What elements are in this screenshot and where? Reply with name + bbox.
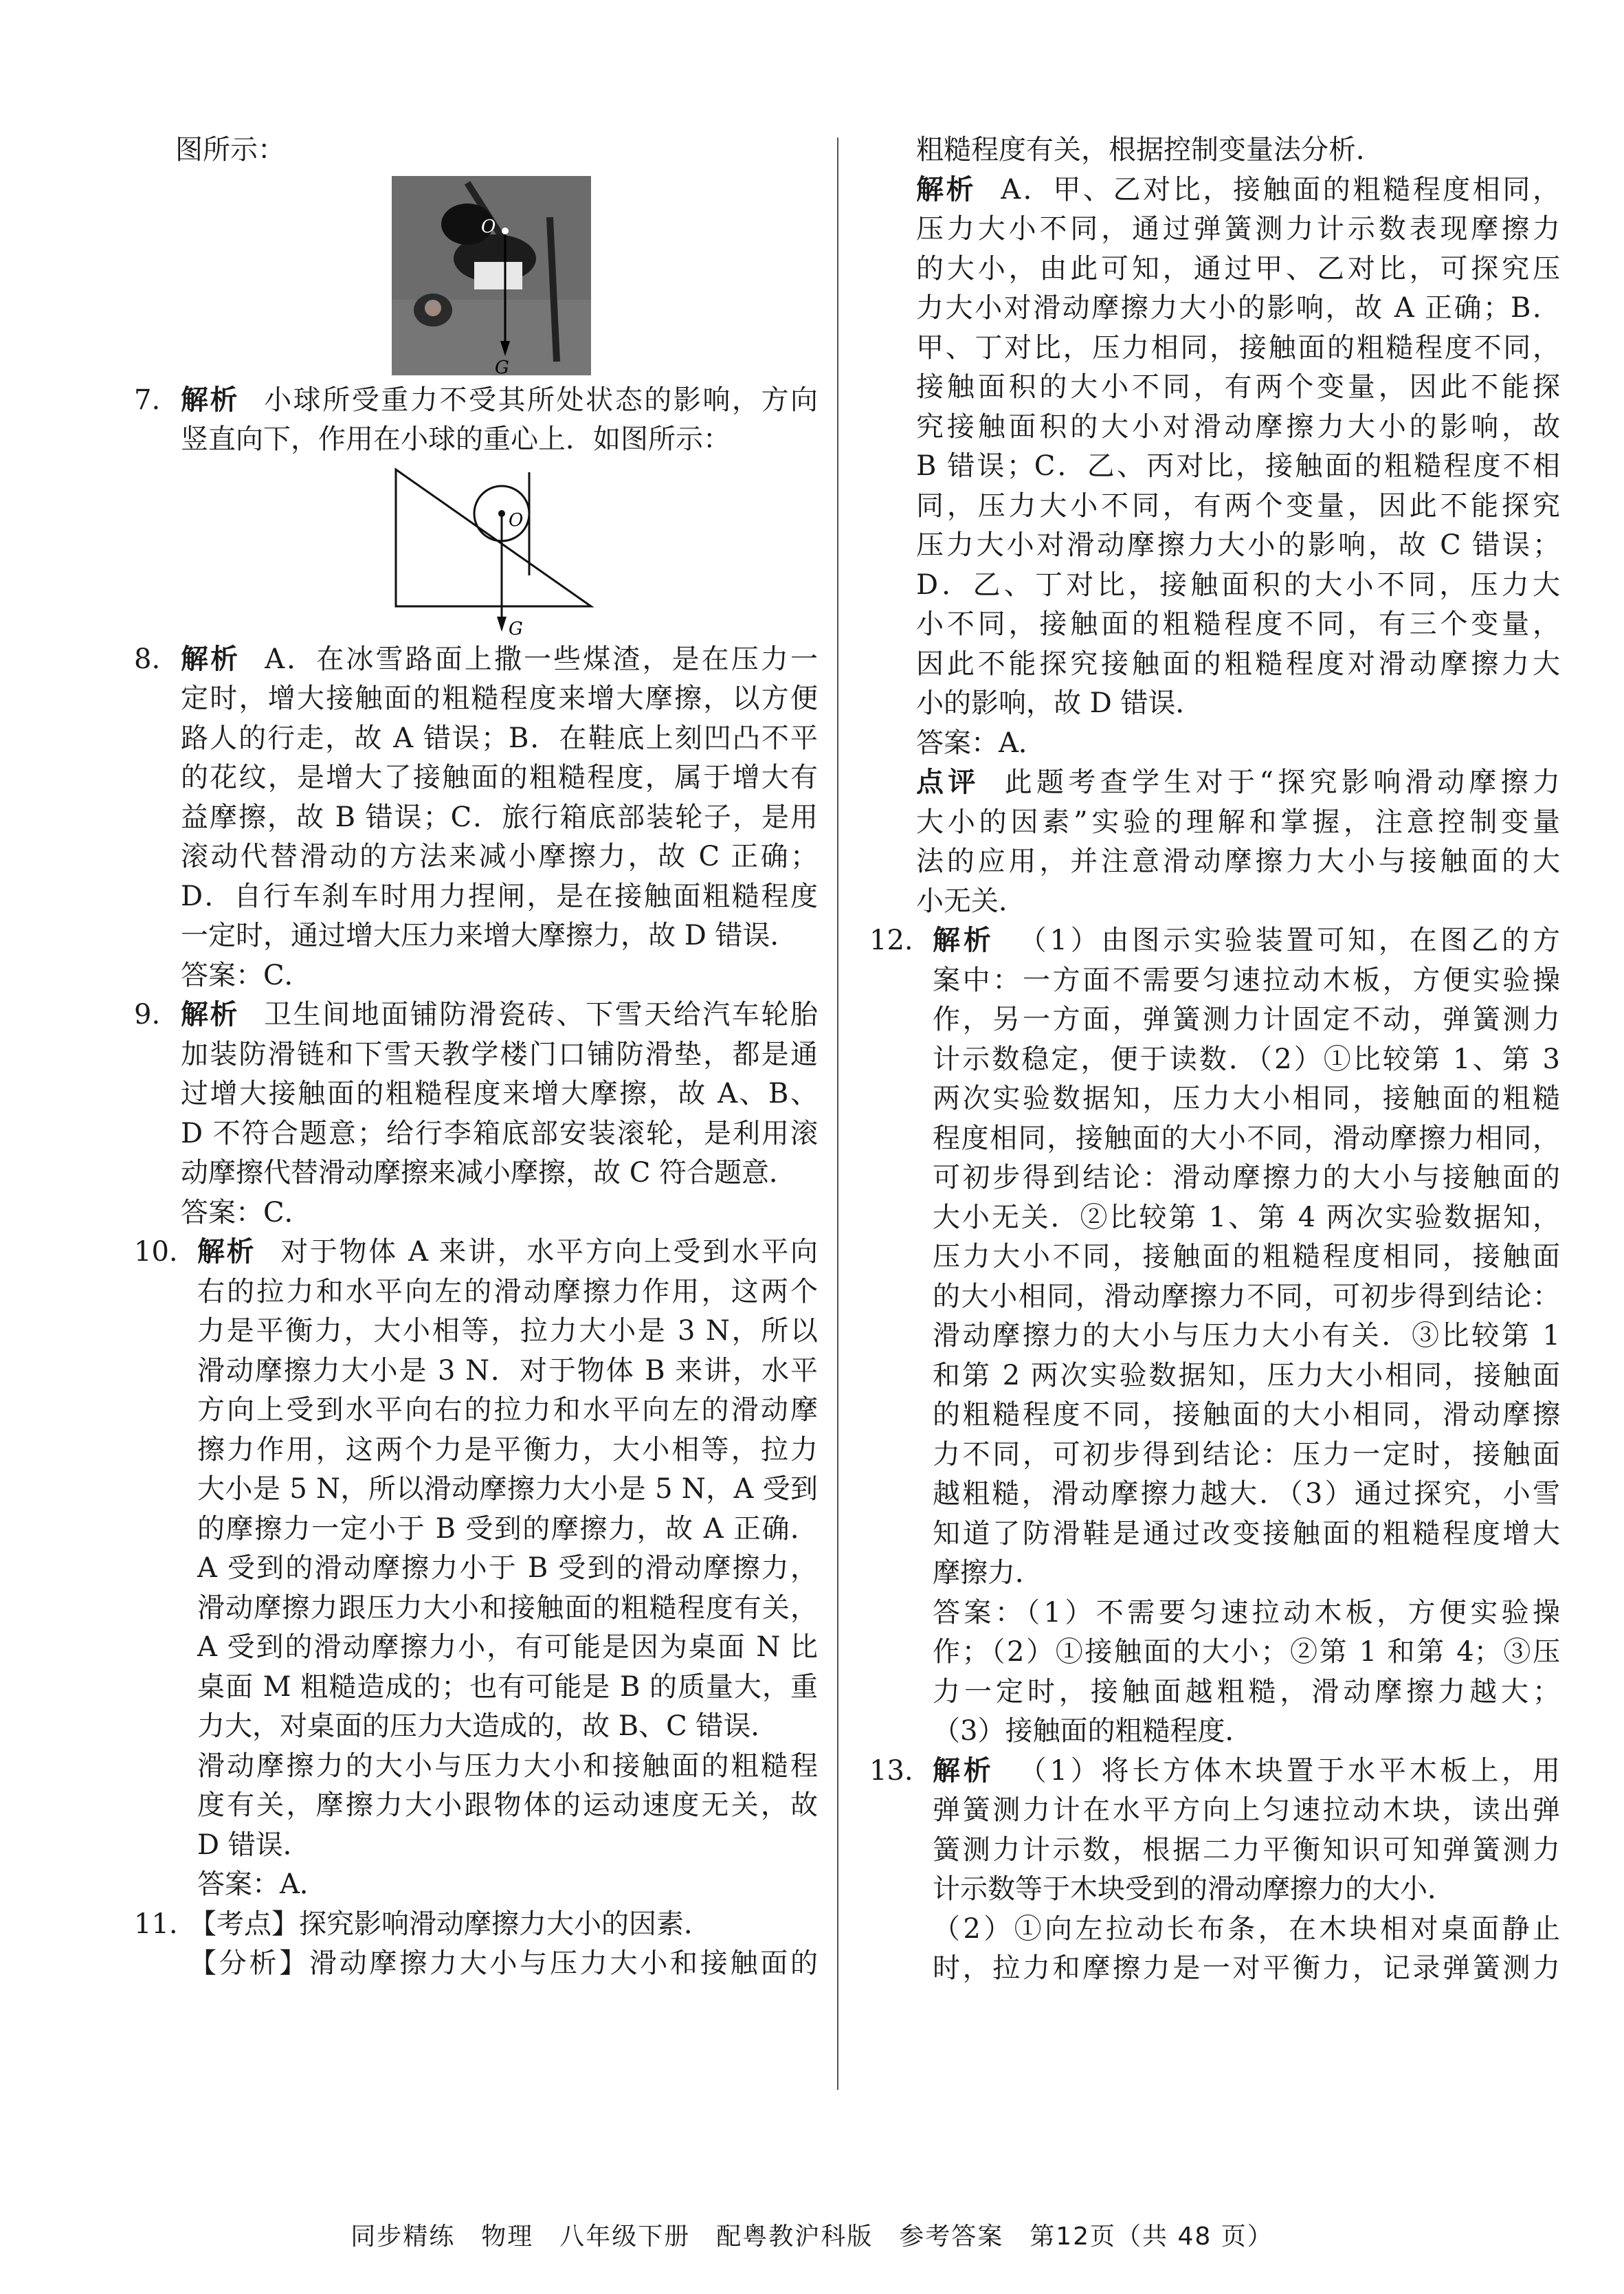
left-column [134,131,818,1984]
text-line: 的粗糙程度不同，接触面的大小相同，滑动摩擦 [933,1399,1560,1431]
text-line: （2）①向左拉动长布条，在木块相对桌面静止 [933,1912,1560,1945]
analysis-label: 解析 [916,173,977,206]
text-line: 滚动代替滑动的方法来减小摩擦力，故 C 正确； [181,841,818,872]
text-line: 知道了防滑鞋是通过改变接触面的粗糙程度增大 [933,1517,1560,1549]
answer-text: 答案：（1）不需要匀速拉动木板，方便实验操 [933,1596,1560,1629]
text-line: 计示数稳定，便于读数．（2）①比较第 1、第 3 [933,1043,1560,1075]
text-line: 卫生间地面铺防滑瓷砖、下雪天给汽车轮胎 [264,999,819,1030]
text-line: A 受到的滑动摩擦力小于 B 受到的滑动摩擦力， [197,1552,818,1584]
text-line: 的大小相同，滑动摩擦力不同，可初步得到结论： [933,1280,1560,1312]
text-line: A 受到的滑动摩擦力小，有可能是因为桌面 N 比 [197,1631,818,1663]
text-line: 过增大接触面的粗糙程度来增大摩擦，故 A、B、 [181,1078,818,1110]
text-line: 接触面积的大小不同，有两个变量，因此不能探 [916,371,1560,403]
question-number: 13. [869,1754,913,1787]
ball-force-label: G [509,618,523,637]
question-number: 11. [134,1908,178,1940]
text-line: 甲、丁对比，压力相同，接触面的粗糙程度不同， [916,331,1560,364]
text-line: 两次实验数据知，压力大小相同，接触面的粗糙 [933,1083,1560,1114]
incline-ball-figure [392,465,625,637]
text-line: 滑动摩擦力的大小与压力大小有关．③比较第 1 [933,1320,1560,1352]
text-line: 的大小，由此可知，通过甲、乙对比，可探究压 [916,252,1560,285]
text-line: 压力大小对滑动摩擦力大小的影响，故 C 错误； [916,529,1560,561]
text-line: 此题考查学生对于“探究影响滑动摩擦力 [1004,766,1561,798]
question-10 [134,1233,818,1905]
answer-text: 答案：A． [916,727,1046,759]
text-line: 小无关． [916,885,1026,917]
question-number: 8. [134,643,161,675]
text-line: 可初步得到结论：滑动摩擦力的大小与接触面的 [933,1162,1560,1193]
analysis-intro-text: 【分析】滑动摩擦力大小与压力大小和接触面的 [189,1948,818,1979]
text-line: 滑动摩擦力的大小与压力大小和接触面的粗糙程 [197,1750,818,1782]
question-number: 12. [869,925,913,956]
key-point-text: 【考点】探究影响滑动摩擦力大小的因素． [189,1908,711,1940]
text-line: 右的拉力和水平向左的滑动摩擦力作用，这两个 [197,1275,818,1308]
text-line: 越粗糙，滑动摩擦力越大．（3）通过探究，小雪 [933,1478,1560,1510]
photo-point-label: O [481,216,496,237]
question-number: 9. [134,999,161,1030]
text-line: 摩擦力． [933,1557,1043,1589]
skier-photo [392,176,591,375]
photo-force-label: G [495,357,509,375]
text-line: 方向上受到水平向右的拉力和水平向左的滑动摩 [197,1394,818,1426]
text-line: 定时，增大接触面的粗糙程度来增大摩擦，以方便 [181,683,818,714]
text-line: 的花纹，是增大了接触面的粗糙程度，属于增大有 [181,762,818,793]
text-line: （1）由图示实验装置可知，在图乙的方 [1019,925,1560,956]
text-line: 力是平衡力，大小相等，拉力大小是 3 N，所以 [197,1315,818,1347]
analysis-label: 解析 [181,999,240,1030]
text-line: 大小无关．②比较第 1、第 4 两次实验数据知， [933,1201,1560,1233]
text-line: 滑动摩擦力跟压力大小和接触面的粗糙程度有关， [197,1591,818,1624]
text-line: 竖直向下，作用在小球的重心上．如图所示： [181,423,731,455]
text-line: 加装防滑链和下雪天教学楼门口铺防滑垫，都是通 [181,1038,818,1070]
analysis-label: 解析 [197,1236,256,1268]
answer-text: （3）接触面的粗糙程度． [933,1715,1253,1747]
question-number: 10. [134,1236,178,1268]
intro-text: 图所示： [175,134,285,166]
text-line: D．自行车刹车时用力捏闸，是在接触面粗糙程度 [181,880,818,912]
question-11-continued [869,131,1560,921]
text-line: 力大，对桌面的压力大造成的，故 B、C 错误． [197,1710,779,1742]
comment-label: 点评 [916,766,980,798]
question-11 [134,1905,818,1984]
text-line: 大小的因素”实验的理解和掌握，注意控制变量 [916,806,1560,838]
text-line: A．在冰雪路面上撒一些煤渣，是在压力一 [265,643,819,675]
ball-point-label: O [509,509,524,531]
text-line: 同，压力大小不同，有两个变量，因此不能探究 [916,489,1560,522]
text-line: 小的影响，故 D 错误． [916,687,1203,719]
skier-figure [392,176,591,375]
text-line: D．乙、丁对比，接触面积的大小不同，压力大 [916,569,1560,601]
text-line: 的摩擦力一定小于 B 受到的摩擦力，故 A 正确． [197,1512,818,1545]
answer-text: 答案：A． [197,1868,327,1900]
text-line: 因此不能探究接触面的粗糙程度对滑动摩擦力大 [916,648,1560,680]
column-divider [837,137,838,2090]
text-line: 力不同，可初步得到结论：压力一定时，接触面 [933,1438,1560,1470]
text-line: 计示数等于木块受到的滑动摩擦力的大小． [933,1873,1455,1905]
text-line: 度有关，摩擦力大小跟物体的运动速度无关，故 [197,1789,818,1821]
text-line: 究接触面积的大小对滑动摩擦力大小的影响，故 [916,410,1560,443]
text-line: 时，拉力和摩擦力是一对平衡力，记录弹簧测力 [933,1952,1560,1984]
question-9 [134,995,818,1233]
text-line: （1）将长方体木块置于水平木板上，用 [1019,1754,1560,1787]
text-line: 压力大小不同，接触面的粗糙程度相同，接触面 [933,1241,1560,1272]
text-line: 程度相同，接触面的大小不同，滑动摩擦力相同， [933,1122,1560,1154]
text-line: 作，另一方面，弹簧测力计固定不动，弹簧测力 [933,1004,1560,1035]
text-line: 动摩擦代替滑动摩擦来减小摩擦，故 C 符合题意． [181,1157,797,1189]
text-line: 力大小对滑动摩擦力大小的影响，故 A 正确；B． [916,292,1560,324]
answer-text: 作；（2）①接触面的大小；②第 1 和第 4；③压 [933,1636,1560,1668]
text-line: 一定时，通过增大压力来增大摩擦力，故 D 错误． [181,920,798,951]
analysis-label: 解析 [181,384,240,416]
answer-text: 答案：C． [181,959,312,991]
text-line: 益摩擦，故 B 错误；C．旅行箱底部装轮子，是用 [181,801,818,833]
text-line: 擦力作用，这两个力是平衡力，大小相等，拉力 [197,1433,818,1466]
text-line: 路人的行走，故 A 错误；B．在鞋底上刻凹凸不平 [181,722,818,754]
question-12 [869,921,1560,1752]
question-7 [134,381,818,460]
text-line: 滑动摩擦力大小是 3 N．对于物体 B 来讲，水平 [197,1354,818,1387]
text-line: D 错误． [197,1829,311,1861]
text-line: 对于物体 A 来讲，水平方向上受到水平向 [280,1236,819,1268]
text-line: 法的应用，并注意滑动摩擦力大小与接触面的大 [916,846,1560,877]
right-column [869,131,1560,1989]
analysis-label: 解析 [181,643,241,675]
text-line: 簧测力计示数，根据二力平衡知识可知弹簧测力 [933,1833,1560,1866]
text-line: D 不符合题意；给行李箱底部安装滚轮，是利用滚 [181,1117,818,1149]
analysis-label: 解析 [933,1754,994,1787]
text-line: A．甲、乙对比，接触面的粗糙程度相同， [1001,173,1561,206]
question-8 [134,640,818,996]
question-number: 7. [134,384,161,416]
text-line: 和第 2 两次实验数据知，压力大小相同，接触面 [933,1359,1560,1391]
answer-text: 答案：C． [181,1196,312,1228]
text-line: B 错误；C．乙、丙对比，接触面的粗糙程度不相 [916,450,1560,482]
answer-text: 力一定时，接触面越粗糙，滑动摩擦力越大； [933,1675,1560,1708]
text-line: 案中：一方面不需要匀速拉动木板，方便实验操 [933,964,1560,996]
question-13 [869,1752,1560,1989]
text-line: 弹簧测力计在水平方向上匀速拉动木块，读出弹 [933,1794,1560,1826]
text-line: 小球所受重力不受其所处状态的影响，方向 [264,384,819,416]
text-line: 桌面 M 粗糙造成的；也有可能是 B 的质量大，重 [197,1670,818,1703]
analysis-label: 解析 [933,925,994,956]
page-footer: 同步精练 物理 八年级下册 配粤教沪科版 参考答案 第12页（共 48 页） [351,2223,1273,2251]
text-line: 大小是 5 N，所以滑动摩擦力大小是 5 N，A 受到 [197,1473,818,1505]
text-line: 小不同，接触面的粗糙程度不同，有三个变量， [916,608,1560,640]
text-line: 粗糙程度有关，根据控制变量法分析． [916,134,1383,166]
text-line: 压力大小不同，通过弹簧测力计示数表现摩擦力 [916,213,1560,245]
